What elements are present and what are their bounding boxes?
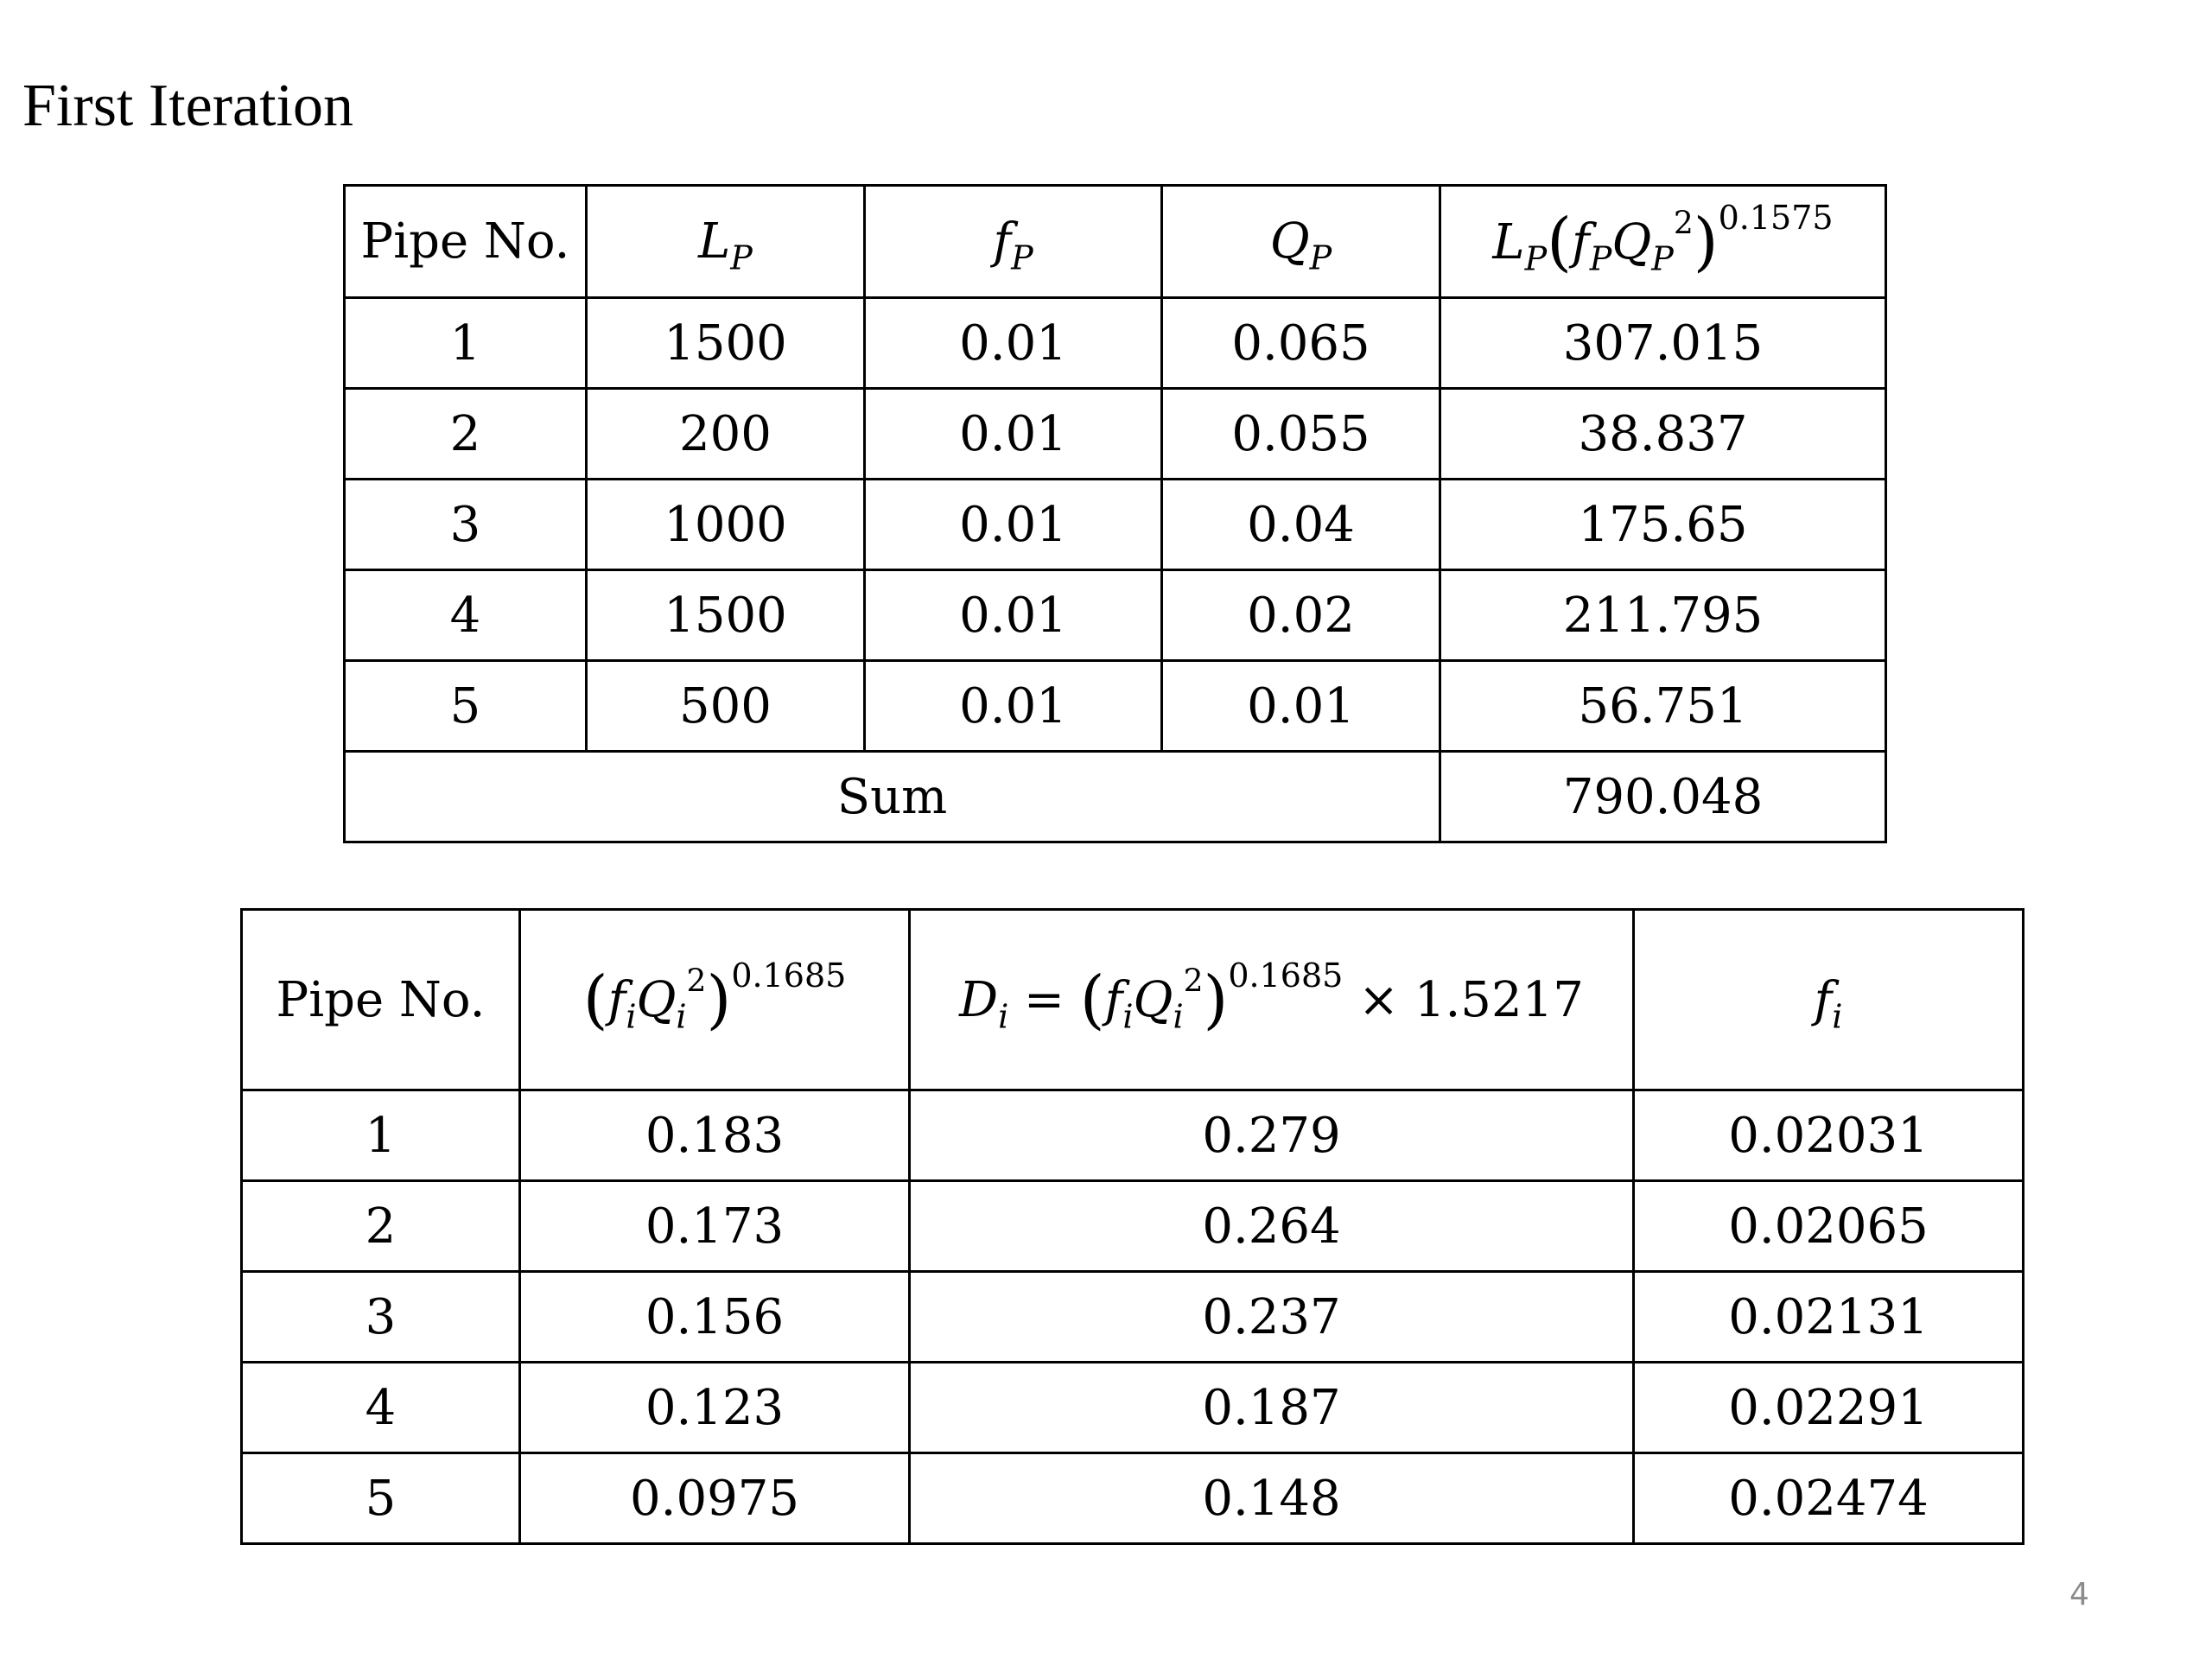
header-diameter-formula: $D_i = (f_iQ_i^2)^{0.1685} \times 1.5217$ [910, 910, 1634, 1090]
fp-subscript: P [1011, 238, 1033, 277]
table-row [242, 1272, 2024, 1363]
friction-cell: 0.02131 [1634, 1272, 2024, 1363]
qp-cell: 0.04 [1162, 480, 1440, 570]
sum-row [345, 752, 1886, 842]
diameter-cell: 0.237 [910, 1272, 1634, 1363]
qp-symbol: Q [1269, 213, 1310, 270]
lp-cell: 500 [587, 661, 865, 752]
result-cell: 56.751 [1440, 661, 1886, 752]
header-qp [1162, 186, 1440, 298]
multiplier-label: × 1.5217 [1358, 972, 1584, 1029]
pipe-cell: 3 [345, 480, 587, 570]
fp-cell: 0.01 [865, 480, 1162, 570]
pipe-cell: 4 [242, 1363, 520, 1453]
pipe-cell: 1 [345, 298, 587, 389]
sum-label: Sum [345, 752, 1440, 842]
lp-symbol: L [698, 213, 731, 270]
slide-title: First Iteration [22, 73, 353, 139]
diameter-cell: 0.148 [910, 1453, 1634, 1544]
table-row [345, 480, 1886, 570]
sum-value: 790.048 [1440, 752, 1886, 842]
result-cell: 38.837 [1440, 389, 1886, 480]
table-row [345, 570, 1886, 661]
friction-cell: 0.02474 [1634, 1453, 2024, 1544]
header-lp [587, 186, 865, 298]
fp-cell: 0.01 [865, 570, 1162, 661]
fq-cell: 0.183 [520, 1090, 910, 1181]
pipe-cell: 5 [242, 1453, 520, 1544]
exponent-label: 0.1685 [1228, 956, 1344, 995]
table-row [345, 661, 1886, 752]
qp-cell: 0.01 [1162, 661, 1440, 752]
header-pipe-no: Pipe No. [345, 186, 587, 298]
fq-cell: 0.173 [520, 1181, 910, 1272]
table-row [345, 298, 1886, 389]
friction-cell: 0.02065 [1634, 1181, 2024, 1272]
friction-cell: 0.02031 [1634, 1090, 2024, 1181]
first-iteration-table [343, 184, 1887, 843]
diameter-cell: 0.264 [910, 1181, 1634, 1272]
pipe-cell: 4 [345, 570, 587, 661]
fq-cell: 0.156 [520, 1272, 910, 1363]
fq-cell: 0.0975 [520, 1453, 910, 1544]
exponent-label: 0.1685 [731, 956, 847, 995]
lp-cell: 1500 [587, 298, 865, 389]
pipe-cell: 3 [242, 1272, 520, 1363]
lp-cell: 200 [587, 389, 865, 480]
table-row [242, 1363, 2024, 1453]
qp-subscript: P [1309, 238, 1332, 277]
fp-cell: 0.01 [865, 298, 1162, 389]
table-row [242, 1181, 2024, 1272]
friction-cell: 0.02291 [1634, 1363, 2024, 1453]
fp-cell: 0.01 [865, 661, 1162, 752]
diameter-friction-table [240, 908, 2024, 1545]
result-cell: 175.65 [1440, 480, 1886, 570]
table-row [345, 389, 1886, 480]
table-row [242, 1090, 2024, 1181]
page-number: 4 [2069, 1577, 2089, 1612]
fp-symbol: f [993, 213, 1012, 270]
pipe-cell: 2 [345, 389, 587, 480]
table-header-row [345, 186, 1886, 298]
lp-subscript: P [730, 238, 753, 277]
pipe-cell: 1 [242, 1090, 520, 1181]
result-cell: 211.795 [1440, 570, 1886, 661]
header-pipe-no: Pipe No. [242, 910, 520, 1090]
formula-exponent: 0.1575 [1718, 198, 1834, 237]
pipe-cell: 5 [345, 661, 587, 752]
diameter-cell: 0.279 [910, 1090, 1634, 1181]
pipe-cell: 2 [242, 1181, 520, 1272]
fp-cell: 0.01 [865, 389, 1162, 480]
result-cell: 307.015 [1440, 298, 1886, 389]
table-header-row [242, 910, 2024, 1090]
qp-cell: 0.02 [1162, 570, 1440, 661]
header-fi: $f_i$ [1634, 910, 2024, 1090]
table-row [242, 1453, 2024, 1544]
qp-cell: 0.055 [1162, 389, 1440, 480]
header-fp [865, 186, 1162, 298]
header-formula: $L_P(f_PQ_P^2)^{0.1575}$ [1440, 186, 1886, 298]
fq-cell: 0.123 [520, 1363, 910, 1453]
header-fq-power: $(f_iQ_i^2)^{0.1685}$ [520, 910, 910, 1090]
qp-cell: 0.065 [1162, 298, 1440, 389]
diameter-cell: 0.187 [910, 1363, 1634, 1453]
lp-cell: 1000 [587, 480, 865, 570]
lp-cell: 1500 [587, 570, 865, 661]
